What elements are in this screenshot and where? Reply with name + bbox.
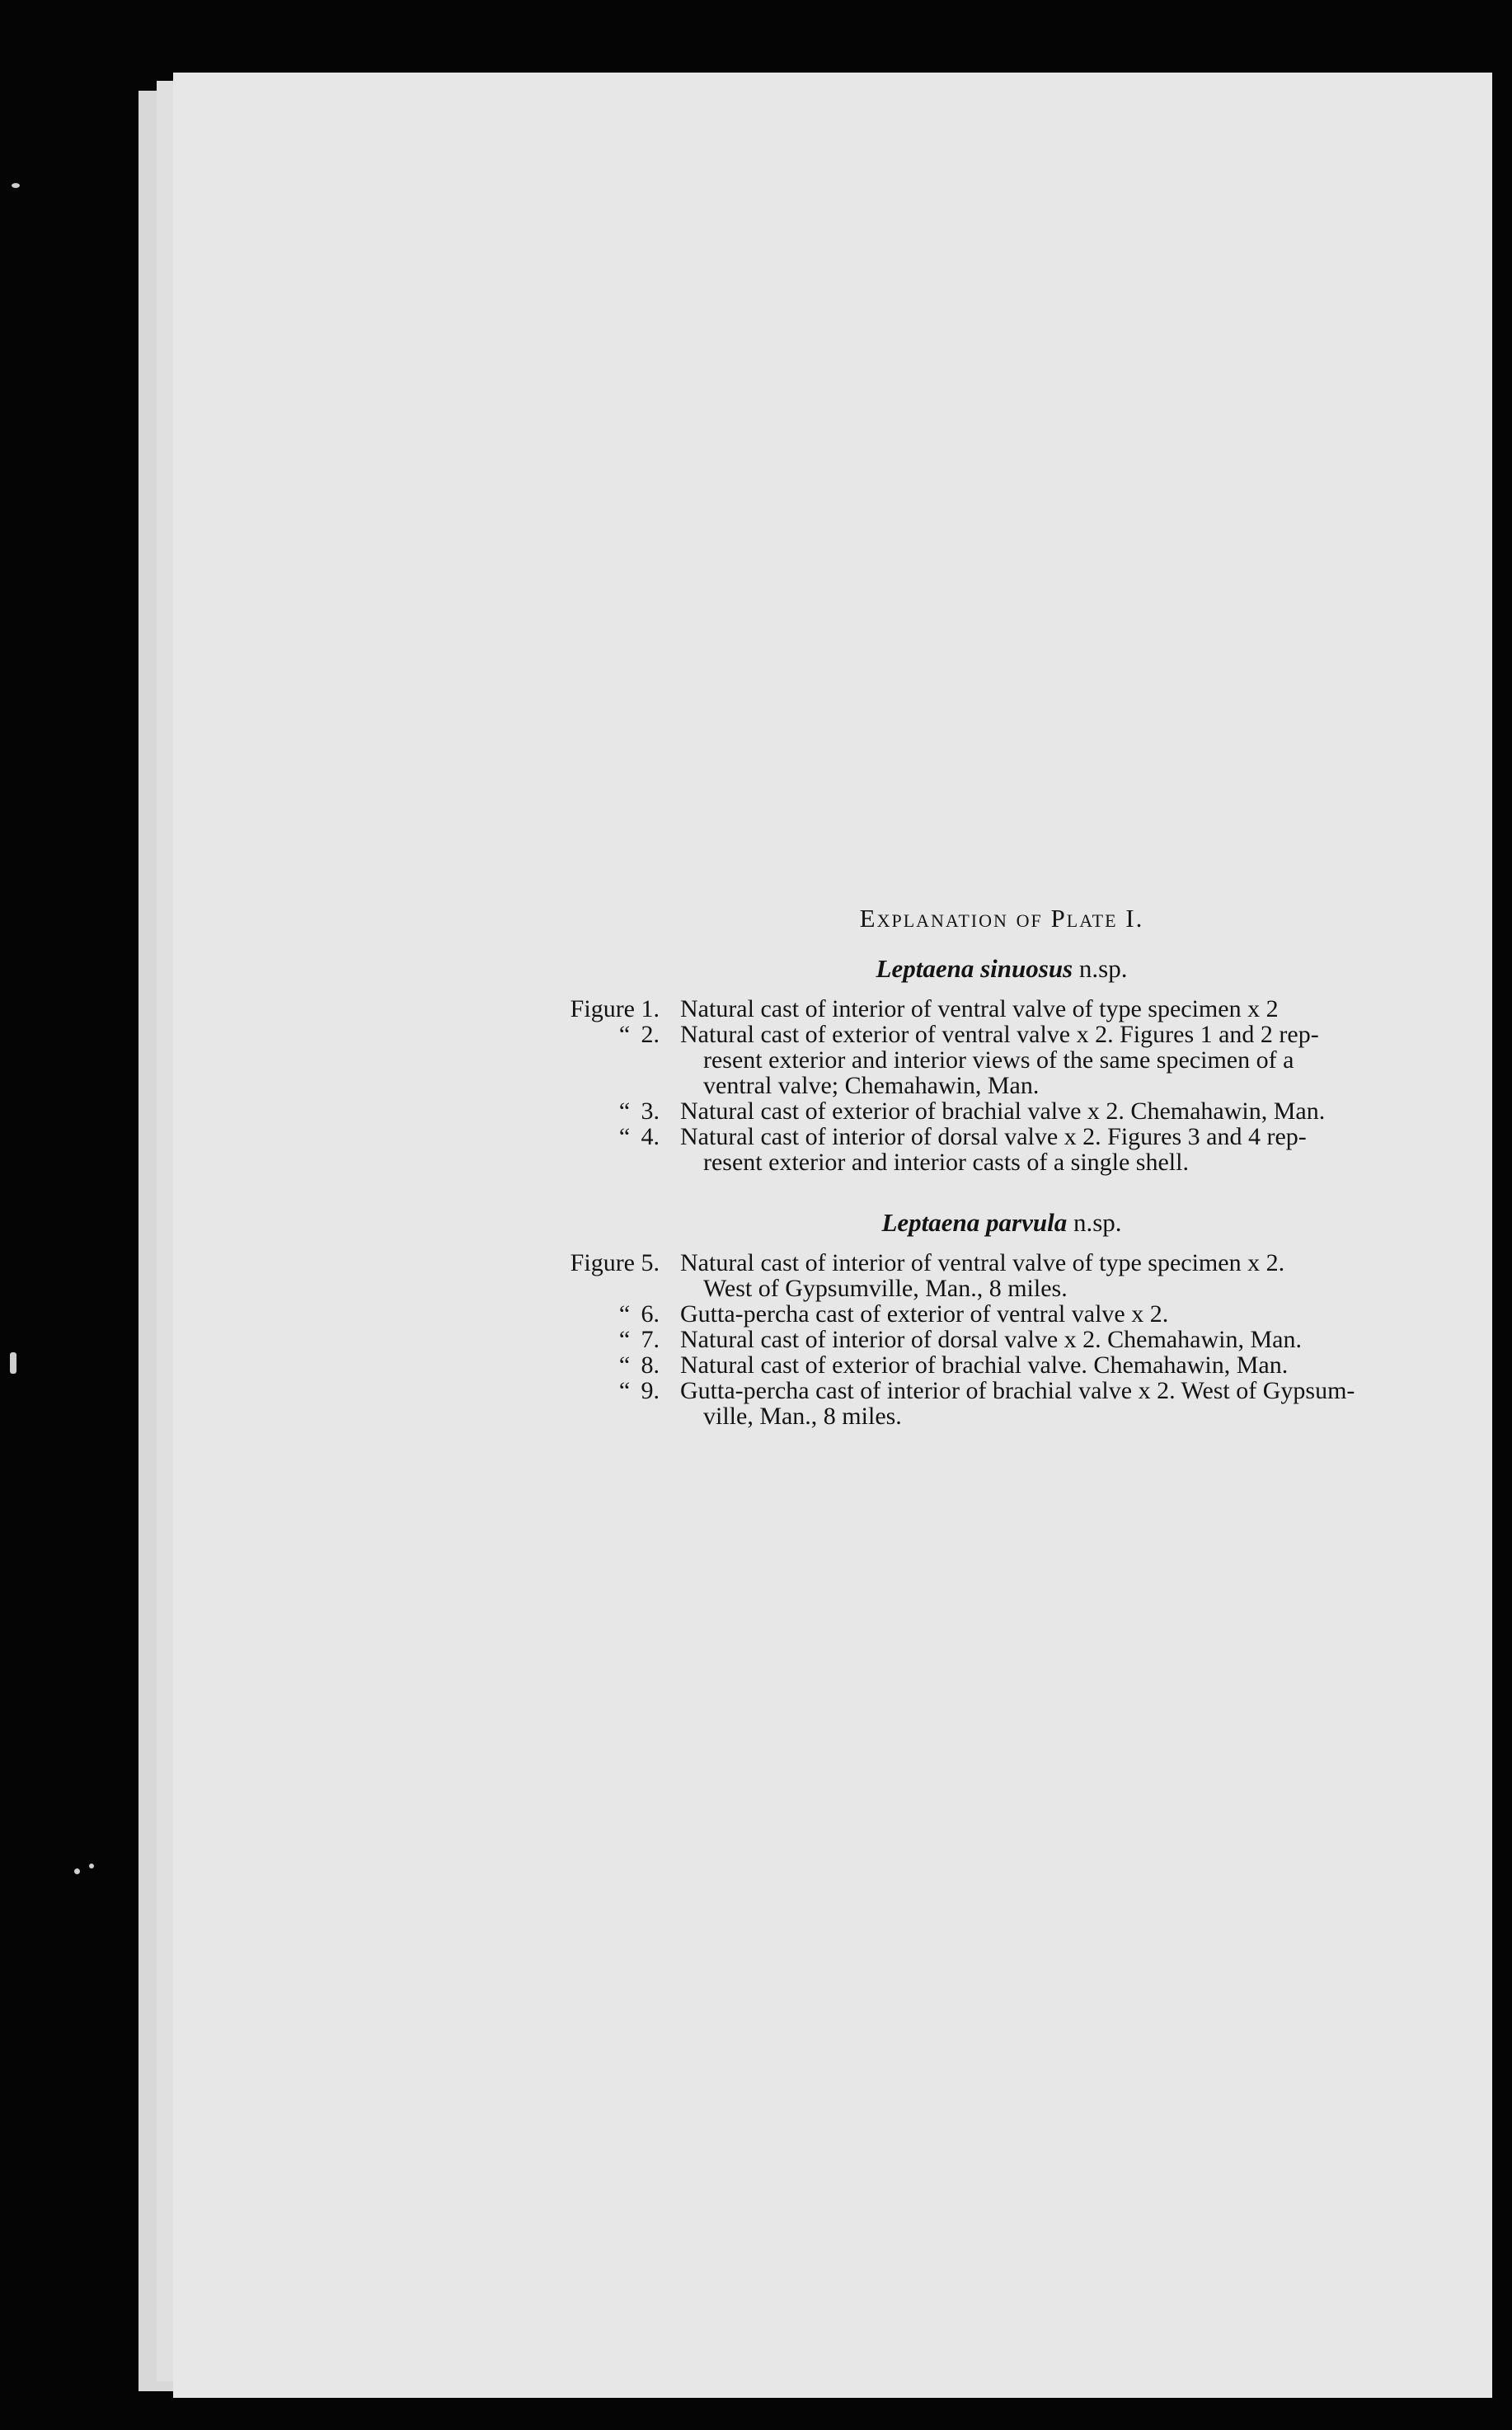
figure-label: [524, 1327, 680, 1352]
ditto-mark: “: [618, 1097, 631, 1125]
figure-label: [524, 1378, 680, 1403]
figure-label: [524, 1124, 680, 1149]
species-heading-sinuosus: [524, 956, 1480, 981]
ditto-mark: “: [618, 1021, 631, 1048]
plate-title: Explanation of Plate I.: [859, 904, 1144, 933]
figure-entry: [524, 1098, 1480, 1124]
figure-entry: [524, 1327, 1480, 1352]
figure-caption: Natural cast of interior of dorsal valve x 2. Chemahawin, Man.: [680, 1326, 1302, 1353]
figure-caption: Natural cast of exterior of brachial valve x 2. Chemahawin, Man.: [680, 1097, 1326, 1125]
figure-entry: [524, 996, 1480, 1022]
ditto-mark: “: [618, 1123, 631, 1150]
ditto-mark: “: [618, 1377, 631, 1404]
figure-caption: Gutta-percha cast of exterior of ventral valve x 2.: [680, 1300, 1169, 1328]
figure-entry: [524, 1250, 1480, 1301]
figure-caption: Natural cast of exterior of brachial valve. Chemahawin, Man.: [680, 1351, 1289, 1379]
scan-speck: [10, 1352, 16, 1374]
figure-caption: Natural cast of interior of ventral valve of type specimen x 2: [680, 995, 1279, 1022]
figure-number: 4.: [641, 1123, 660, 1150]
ditto-mark: “: [618, 1300, 631, 1328]
figure-number: 6.: [641, 1300, 660, 1328]
figure-entry: [524, 1352, 1480, 1378]
figure-label: Figure 1.: [570, 995, 660, 1022]
figure-label: [524, 1098, 680, 1124]
figure-entry: [524, 1022, 1480, 1098]
figure-number: 2.: [641, 1021, 660, 1048]
scan-speck: [12, 183, 20, 188]
figure-label: [524, 1022, 680, 1047]
figure-entry: [524, 1124, 1480, 1175]
genus-name: Leptaena: [876, 954, 974, 983]
species-suffix: n.sp.: [1078, 954, 1128, 983]
genus-name: Leptaena: [881, 1208, 980, 1237]
scan-speck: [89, 1864, 94, 1868]
figure-number: 7.: [641, 1326, 660, 1353]
plate-explanation: [524, 905, 1480, 1429]
species-suffix: n.sp.: [1073, 1208, 1122, 1237]
figure-caption: Natural cast of exterior of ventral valve x 2. Figures 1 and 2 rep- resent exterior and interior views of the same specimen of a ventral valve; Chemahawin, Man.: [680, 1021, 1319, 1099]
figure-number: 3.: [641, 1097, 660, 1125]
figure-entry: [524, 1301, 1480, 1327]
ditto-mark: “: [618, 1326, 631, 1353]
ditto-mark: “: [618, 1351, 631, 1379]
scan-speck: [74, 1868, 80, 1874]
species-heading-parvula: [524, 1210, 1480, 1235]
figure-label: Figure 5.: [570, 1249, 660, 1276]
figure-caption: Gutta-percha cast of interior of brachial valve x 2. West of Gypsum- ville, Man., 8 miles.: [680, 1377, 1355, 1430]
figure-caption: Natural cast of interior of ventral valve of type specimen x 2. West of Gypsumville, Man., 8 miles.: [680, 1249, 1285, 1302]
figure-entry: [524, 1378, 1480, 1429]
figure-number: 8.: [641, 1351, 660, 1379]
figure-label: [524, 1352, 680, 1378]
species-epithet: sinuosus: [980, 954, 1073, 983]
figure-label: [524, 1301, 680, 1327]
figure-caption: Natural cast of interior of dorsal valve x 2. Figures 3 and 4 rep- resent exterior and interior casts of a single shell.: [680, 1123, 1307, 1176]
species-epithet: parvula: [986, 1208, 1068, 1237]
figure-number: 9.: [641, 1377, 660, 1404]
